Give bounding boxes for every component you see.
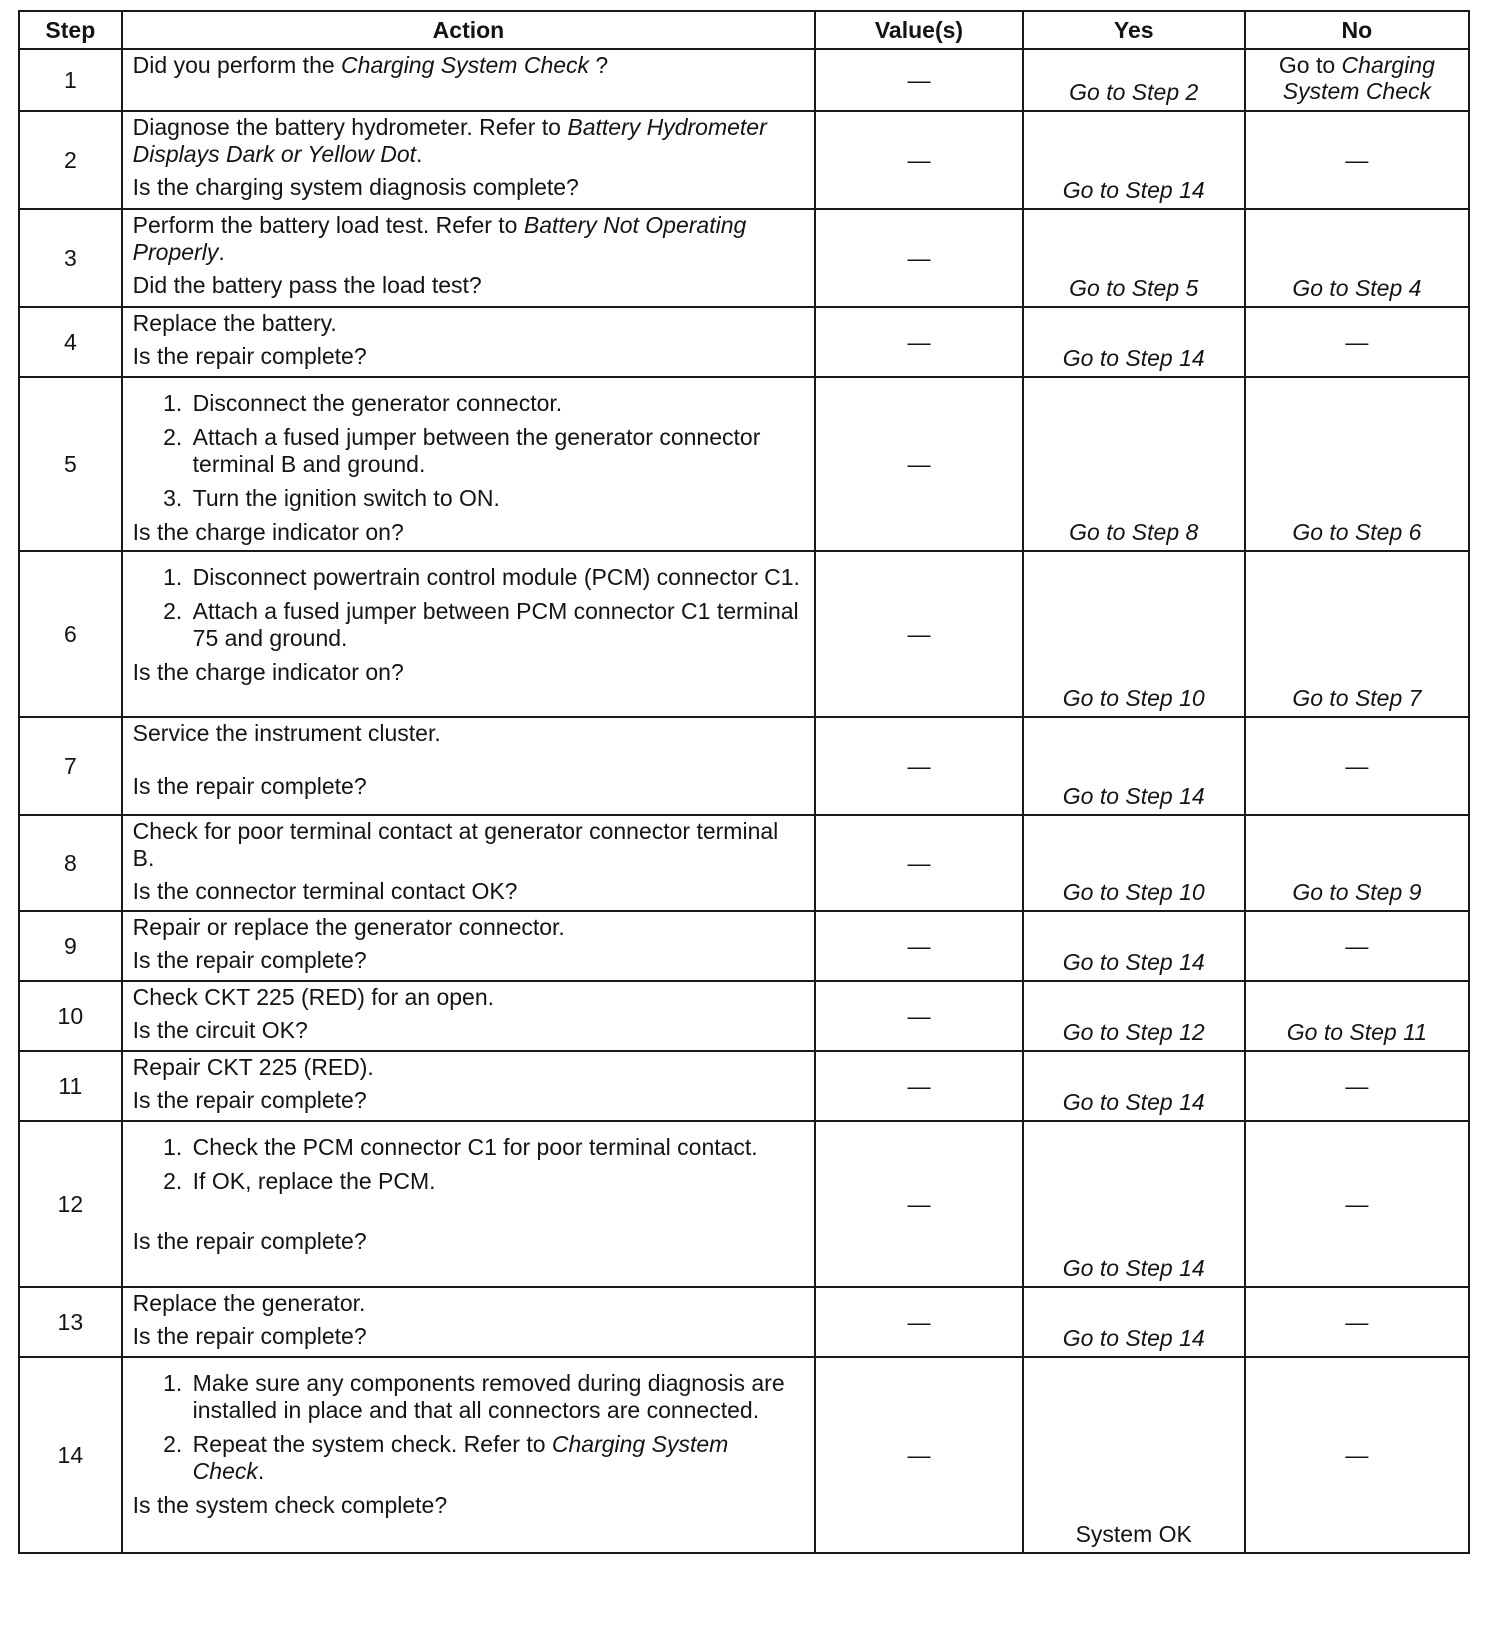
reference-link[interactable]: Battery Not Operating Properly (132, 212, 747, 265)
step-number: 13 (19, 1287, 122, 1357)
value-cell: — (815, 1121, 1022, 1287)
value-cell: — (815, 981, 1022, 1051)
action-cell (122, 1121, 816, 1287)
no-cell: — (1245, 1051, 1469, 1121)
list-item: 3. Turn the ignition switch to ON. (189, 485, 807, 512)
list-item: 1. Check the PCM connector C1 for poor terminal contact. (189, 1134, 807, 1161)
yes-cell[interactable]: Go to Step 14 (1023, 111, 1245, 209)
header-values: Value(s) (815, 11, 1022, 49)
action-list (133, 564, 807, 652)
action-list (133, 1134, 807, 1195)
no-cell: — (1245, 717, 1469, 815)
table-row (19, 1287, 1469, 1357)
yes-cell[interactable]: Go to Step 5 (1023, 209, 1245, 307)
step-number: 1 (19, 49, 122, 111)
header-action: Action (122, 11, 816, 49)
diagnostic-table (18, 10, 1470, 1554)
action-text: Did you perform the (132, 52, 342, 78)
header-row (19, 11, 1469, 49)
question-text: Is the repair complete? (132, 947, 367, 973)
value-cell: — (815, 551, 1022, 717)
value-cell: — (815, 377, 1022, 551)
step-number: 10 (19, 981, 122, 1051)
action-cell (122, 1051, 816, 1121)
value-cell: — (815, 717, 1022, 815)
action-text: Check for poor terminal contact at generator connector terminal B. (132, 818, 779, 871)
action-cell (122, 111, 816, 209)
question-text: Did the battery pass the load test? (132, 272, 482, 298)
header-step: Step (19, 11, 122, 49)
question-text: Is the connector terminal contact OK? (132, 878, 518, 904)
action-cell (122, 307, 816, 377)
table-row (19, 911, 1469, 981)
table-row (19, 307, 1469, 377)
table-row (19, 1121, 1469, 1287)
step-number: 6 (19, 551, 122, 717)
no-cell: — (1245, 1287, 1469, 1357)
action-text: Repair CKT 225 (RED). (132, 1054, 374, 1080)
yes-cell[interactable]: Go to Step 2 (1023, 49, 1245, 111)
value-cell: — (815, 815, 1022, 911)
step-number: 14 (19, 1357, 122, 1553)
header-yes: Yes (1023, 11, 1245, 49)
no-cell: — (1245, 1121, 1469, 1287)
step-number: 11 (19, 1051, 122, 1121)
step-number: 2 (19, 111, 122, 209)
action-text: Replace the battery. (132, 310, 337, 336)
no-cell: — (1245, 111, 1469, 209)
list-item: 1. Make sure any components removed during diagnosis are installed in place and that all connectors are connected. (189, 1370, 807, 1424)
list-item: 2. Attach a fused jumper between PCM connector C1 terminal 75 and ground. (189, 598, 807, 652)
list-item: 2. If OK, replace the PCM. (189, 1168, 807, 1195)
question-text: Is the charge indicator on? (132, 519, 404, 545)
value-cell: — (815, 1357, 1022, 1553)
step-number: 8 (19, 815, 122, 911)
value-cell: — (815, 307, 1022, 377)
no-cell[interactable]: Go to Step 4 (1245, 209, 1469, 307)
table-row (19, 111, 1469, 209)
no-cell: — (1245, 911, 1469, 981)
table-row (19, 1357, 1469, 1553)
value-cell: — (815, 209, 1022, 307)
yes-cell[interactable]: Go to Step 14 (1023, 717, 1245, 815)
list-item-text: Repeat the system check. Refer to (192, 1431, 552, 1457)
question-text: Is the repair complete? (132, 773, 367, 799)
reference-link[interactable]: Charging System Check (341, 52, 590, 78)
table-row (19, 551, 1469, 717)
action-text: Perform the battery load test. Refer to (132, 212, 524, 238)
yes-cell[interactable]: Go to Step 8 (1023, 377, 1245, 551)
action-cell (122, 815, 816, 911)
no-text: Go to (1278, 52, 1342, 78)
action-cell (122, 551, 816, 717)
action-cell (122, 49, 816, 111)
no-cell[interactable]: Go to Step 6 (1245, 377, 1469, 551)
action-cell (122, 911, 816, 981)
no-cell[interactable] (1245, 49, 1469, 111)
value-cell: — (815, 1287, 1022, 1357)
yes-cell[interactable]: Go to Step 14 (1023, 911, 1245, 981)
yes-cell[interactable]: Go to Step 12 (1023, 981, 1245, 1051)
action-cell (122, 717, 816, 815)
action-cell (122, 1357, 816, 1553)
no-cell: — (1245, 307, 1469, 377)
yes-cell[interactable]: Go to Step 14 (1023, 1287, 1245, 1357)
question-text: Is the circuit OK? (132, 1017, 308, 1043)
step-number: 3 (19, 209, 122, 307)
question-text: Is the charge indicator on? (132, 659, 404, 685)
action-text: Service the instrument cluster. (132, 720, 441, 746)
question-text: Is the system check complete? (132, 1492, 448, 1518)
yes-cell[interactable]: Go to Step 14 (1023, 1121, 1245, 1287)
list-item: 2. Attach a fused jumper between the generator connector terminal B and ground. (189, 424, 807, 478)
question-text: Is the repair complete? (132, 1228, 367, 1254)
step-number: 5 (19, 377, 122, 551)
no-cell[interactable]: Go to Step 9 (1245, 815, 1469, 911)
question-text: Is the repair complete? (132, 343, 367, 369)
table-row (19, 49, 1469, 111)
yes-cell[interactable]: Go to Step 10 (1023, 815, 1245, 911)
no-cell[interactable]: Go to Step 7 (1245, 551, 1469, 717)
action-text-tail: ? (589, 52, 609, 78)
question-text: Is the charging system diagnosis complete? (132, 174, 579, 200)
no-cell: — (1245, 1357, 1469, 1553)
value-cell: — (815, 111, 1022, 209)
action-list (133, 390, 807, 512)
table-row (19, 209, 1469, 307)
reference-link[interactable]: Battery Hydrometer Displays Dark or Yellow Dot (132, 114, 767, 167)
table-row (19, 377, 1469, 551)
action-cell (122, 981, 816, 1051)
action-text: Replace the generator. (132, 1290, 366, 1316)
header-no: No (1245, 11, 1469, 49)
value-cell: — (815, 911, 1022, 981)
table-row (19, 1051, 1469, 1121)
question-text: Is the repair complete? (132, 1087, 367, 1113)
action-cell (122, 1287, 816, 1357)
action-text: Check CKT 225 (RED) for an open. (132, 984, 495, 1010)
table-row (19, 717, 1469, 815)
action-text-tail: . (218, 239, 225, 265)
list-item-tail: . (257, 1458, 265, 1484)
table-row (19, 981, 1469, 1051)
yes-cell[interactable]: System OK (1023, 1357, 1245, 1553)
action-text-tail: . (416, 141, 423, 167)
step-number: 12 (19, 1121, 122, 1287)
yes-cell[interactable]: Go to Step 10 (1023, 551, 1245, 717)
reference-link[interactable]: Charging System Check (192, 1431, 729, 1484)
value-cell: — (815, 49, 1022, 111)
action-cell (122, 209, 816, 307)
list-item (189, 1431, 807, 1485)
step-number: 7 (19, 717, 122, 815)
action-cell (122, 377, 816, 551)
no-cell[interactable]: Go to Step 11 (1245, 981, 1469, 1051)
question-text: Is the repair complete? (132, 1323, 367, 1349)
yes-cell[interactable]: Go to Step 14 (1023, 307, 1245, 377)
action-text: Diagnose the battery hydrometer. Refer to (132, 114, 568, 140)
step-number: 9 (19, 911, 122, 981)
list-item: 1. Disconnect the generator connector. (189, 390, 807, 417)
action-text: Repair or replace the generator connector. (132, 914, 565, 940)
table-row (19, 815, 1469, 911)
yes-cell[interactable]: Go to Step 14 (1023, 1051, 1245, 1121)
reference-link[interactable]: Charging System Check (1282, 52, 1435, 104)
step-number: 4 (19, 307, 122, 377)
action-list (133, 1370, 807, 1485)
list-item: 1. Disconnect powertrain control module (PCM) connector C1. (189, 564, 807, 591)
value-cell: — (815, 1051, 1022, 1121)
